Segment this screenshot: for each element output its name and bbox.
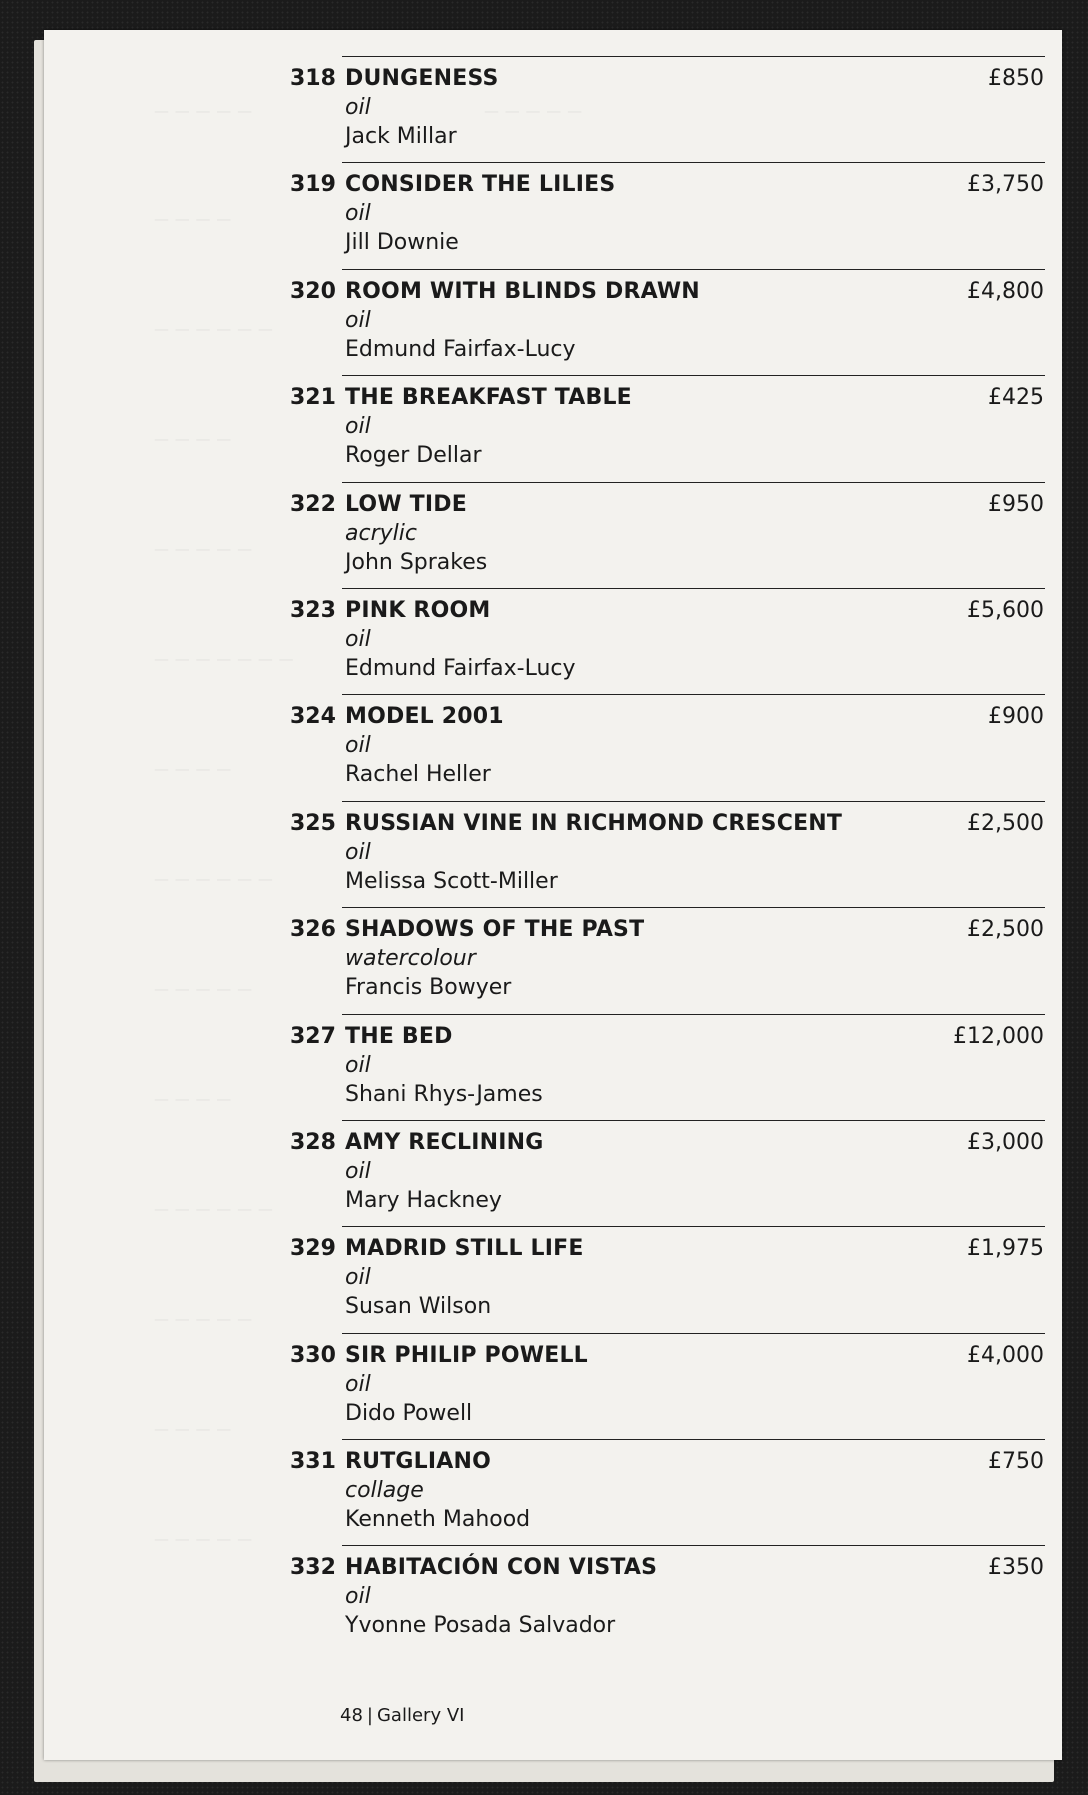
catalogue-entry: [290, 1014, 1050, 1120]
artwork-medium: oil: [345, 1052, 371, 1078]
artwork-medium: oil: [345, 95, 371, 120]
artwork-title: SIR PHILIP POWELL: [345, 1342, 588, 1368]
artwork-medium: acrylic: [345, 520, 417, 546]
artist-name: Yvonne Posada Salvador: [345, 1613, 616, 1639]
entry-divider: [342, 269, 1045, 270]
entry-divider: [342, 1333, 1045, 1334]
entry-divider: [342, 375, 1045, 376]
artwork-price: £2,500: [967, 917, 1044, 943]
artwork-price: £3,750: [967, 172, 1044, 198]
lot-number: 319: [290, 172, 336, 198]
artwork-medium: oil: [345, 201, 371, 227]
entry-divider: [342, 694, 1045, 695]
catalogue-entry: [290, 694, 1050, 800]
lot-number: 325: [290, 810, 336, 836]
entry-divider: [342, 162, 1045, 163]
lot-number: 324: [290, 704, 336, 730]
artwork-price: £12,000: [953, 1023, 1044, 1049]
footer-separator: |: [366, 1705, 373, 1726]
artwork-price: £2,500: [967, 810, 1044, 836]
catalogue-entry: [290, 801, 1050, 907]
artist-name: Melissa Scott-Miller: [345, 868, 558, 894]
catalogue-list: [290, 56, 1050, 1652]
artwork-title: THE BED: [345, 1023, 453, 1049]
artist-name: Jill Downie: [345, 230, 459, 256]
artwork-title: PINK ROOM: [345, 597, 491, 623]
artist-name: Francis Bowyer: [345, 975, 512, 1001]
artist-name: Shani Rhys-James: [345, 1081, 543, 1107]
artwork-medium: oil: [345, 1371, 371, 1397]
artwork-price: £5,600: [967, 597, 1044, 623]
artwork-price: £425: [988, 385, 1044, 411]
artwork-price: £350: [988, 1555, 1044, 1581]
catalogue-entry: [290, 907, 1050, 1013]
artist-name: Dido Powell: [345, 1400, 473, 1426]
entry-divider: [342, 1014, 1045, 1015]
page-number: 48: [340, 1705, 363, 1726]
catalogue-entry: [290, 482, 1050, 588]
catalogue-entry: [290, 269, 1050, 375]
artwork-medium: watercolour: [345, 946, 476, 972]
catalogue-entry: [290, 375, 1050, 481]
artwork-title: ROOM WITH BLINDS DRAWN: [345, 278, 700, 304]
catalogue-entry: [290, 1120, 1050, 1226]
artist-name: Mary Hackney: [345, 1187, 502, 1213]
artwork-medium: oil: [345, 1158, 371, 1184]
artwork-medium: oil: [345, 626, 371, 652]
show-through-texture: — — — — — — — — — — — — — — — — — — — — — — — — — — — — — — — — — — — — — — — — — — — — — — — — — — — — — — — — — — — — — — — — — — — — — — — — — — —: [154, 102, 583, 1548]
artist-name: Edmund Fairfax-Lucy: [345, 655, 576, 681]
artist-name: Rachel Heller: [345, 762, 491, 788]
artist-name: Susan Wilson: [345, 1294, 492, 1320]
artist-name: John Sprakes: [345, 549, 488, 575]
page-footer: [340, 1705, 464, 1726]
artwork-price: £4,000: [967, 1342, 1044, 1368]
lot-number: 321: [290, 385, 336, 411]
artwork-title: RUSSIAN VINE IN RICHMOND CRESCENT: [345, 810, 843, 836]
catalogue-entry: [290, 56, 1050, 162]
artist-name: Jack Millar: [345, 124, 457, 149]
lot-number: 332: [290, 1555, 336, 1581]
lot-number: 330: [290, 1342, 336, 1368]
artwork-medium: collage: [345, 1478, 424, 1504]
lot-number: 318: [290, 66, 336, 91]
artwork-title: MADRID STILL LIFE: [345, 1236, 584, 1262]
entry-divider: [342, 1120, 1045, 1121]
artwork-title: MODEL 2001: [345, 704, 504, 730]
artwork-medium: oil: [345, 414, 371, 440]
lot-number: 323: [290, 597, 336, 623]
catalogue-entry: [290, 162, 1050, 268]
lot-number: 328: [290, 1129, 336, 1155]
artist-name: Roger Dellar: [345, 443, 482, 469]
artwork-title: HABITACIÓN CON VISTAS: [345, 1555, 658, 1581]
artist-name: Edmund Fairfax-Lucy: [345, 336, 576, 362]
artwork-medium: oil: [345, 1584, 371, 1610]
entry-divider: [342, 1226, 1045, 1227]
lot-number: 327: [290, 1023, 336, 1049]
artwork-price: £4,800: [967, 278, 1044, 304]
lot-number: 322: [290, 491, 336, 517]
artwork-medium: oil: [345, 307, 371, 333]
catalogue-entry: [290, 588, 1050, 694]
artwork-price: £850: [988, 66, 1044, 91]
section-name: Gallery VI: [376, 1705, 465, 1726]
artwork-title: SHADOWS OF THE PAST: [345, 917, 645, 943]
artwork-price: £750: [988, 1449, 1044, 1475]
entry-divider: [342, 1439, 1045, 1440]
entry-divider: [342, 907, 1045, 908]
artist-name: Kenneth Mahood: [345, 1507, 531, 1533]
lot-number: 320: [290, 278, 336, 304]
catalogue-entry: [290, 1226, 1050, 1332]
lot-number: 331: [290, 1449, 336, 1475]
artwork-price: £950: [988, 491, 1044, 517]
artwork-title: AMY RECLINING: [345, 1129, 544, 1155]
lot-number: 329: [290, 1236, 336, 1262]
artwork-medium: oil: [345, 733, 371, 759]
entry-divider: [342, 1545, 1045, 1546]
entry-divider: [342, 801, 1045, 802]
artwork-price: £900: [988, 704, 1044, 730]
artwork-title: DUNGENESS: [345, 66, 499, 91]
catalogue-entry: [290, 1333, 1050, 1439]
artwork-medium: oil: [345, 839, 371, 865]
artwork-title: LOW TIDE: [345, 491, 467, 517]
entry-divider: [342, 588, 1045, 589]
entry-divider: [342, 482, 1045, 483]
artwork-price: £1,975: [967, 1236, 1044, 1262]
artwork-price: £3,000: [967, 1129, 1044, 1155]
lot-number: 326: [290, 917, 336, 943]
artwork-title: CONSIDER THE LILIES: [345, 172, 616, 198]
artwork-title: THE BREAKFAST TABLE: [345, 385, 632, 411]
catalogue-entry: [290, 1439, 1050, 1545]
artwork-medium: oil: [345, 1265, 371, 1291]
entry-divider: [342, 56, 1045, 57]
catalogue-entry: [290, 1545, 1050, 1651]
artwork-title: RUTGLIANO: [345, 1449, 492, 1475]
